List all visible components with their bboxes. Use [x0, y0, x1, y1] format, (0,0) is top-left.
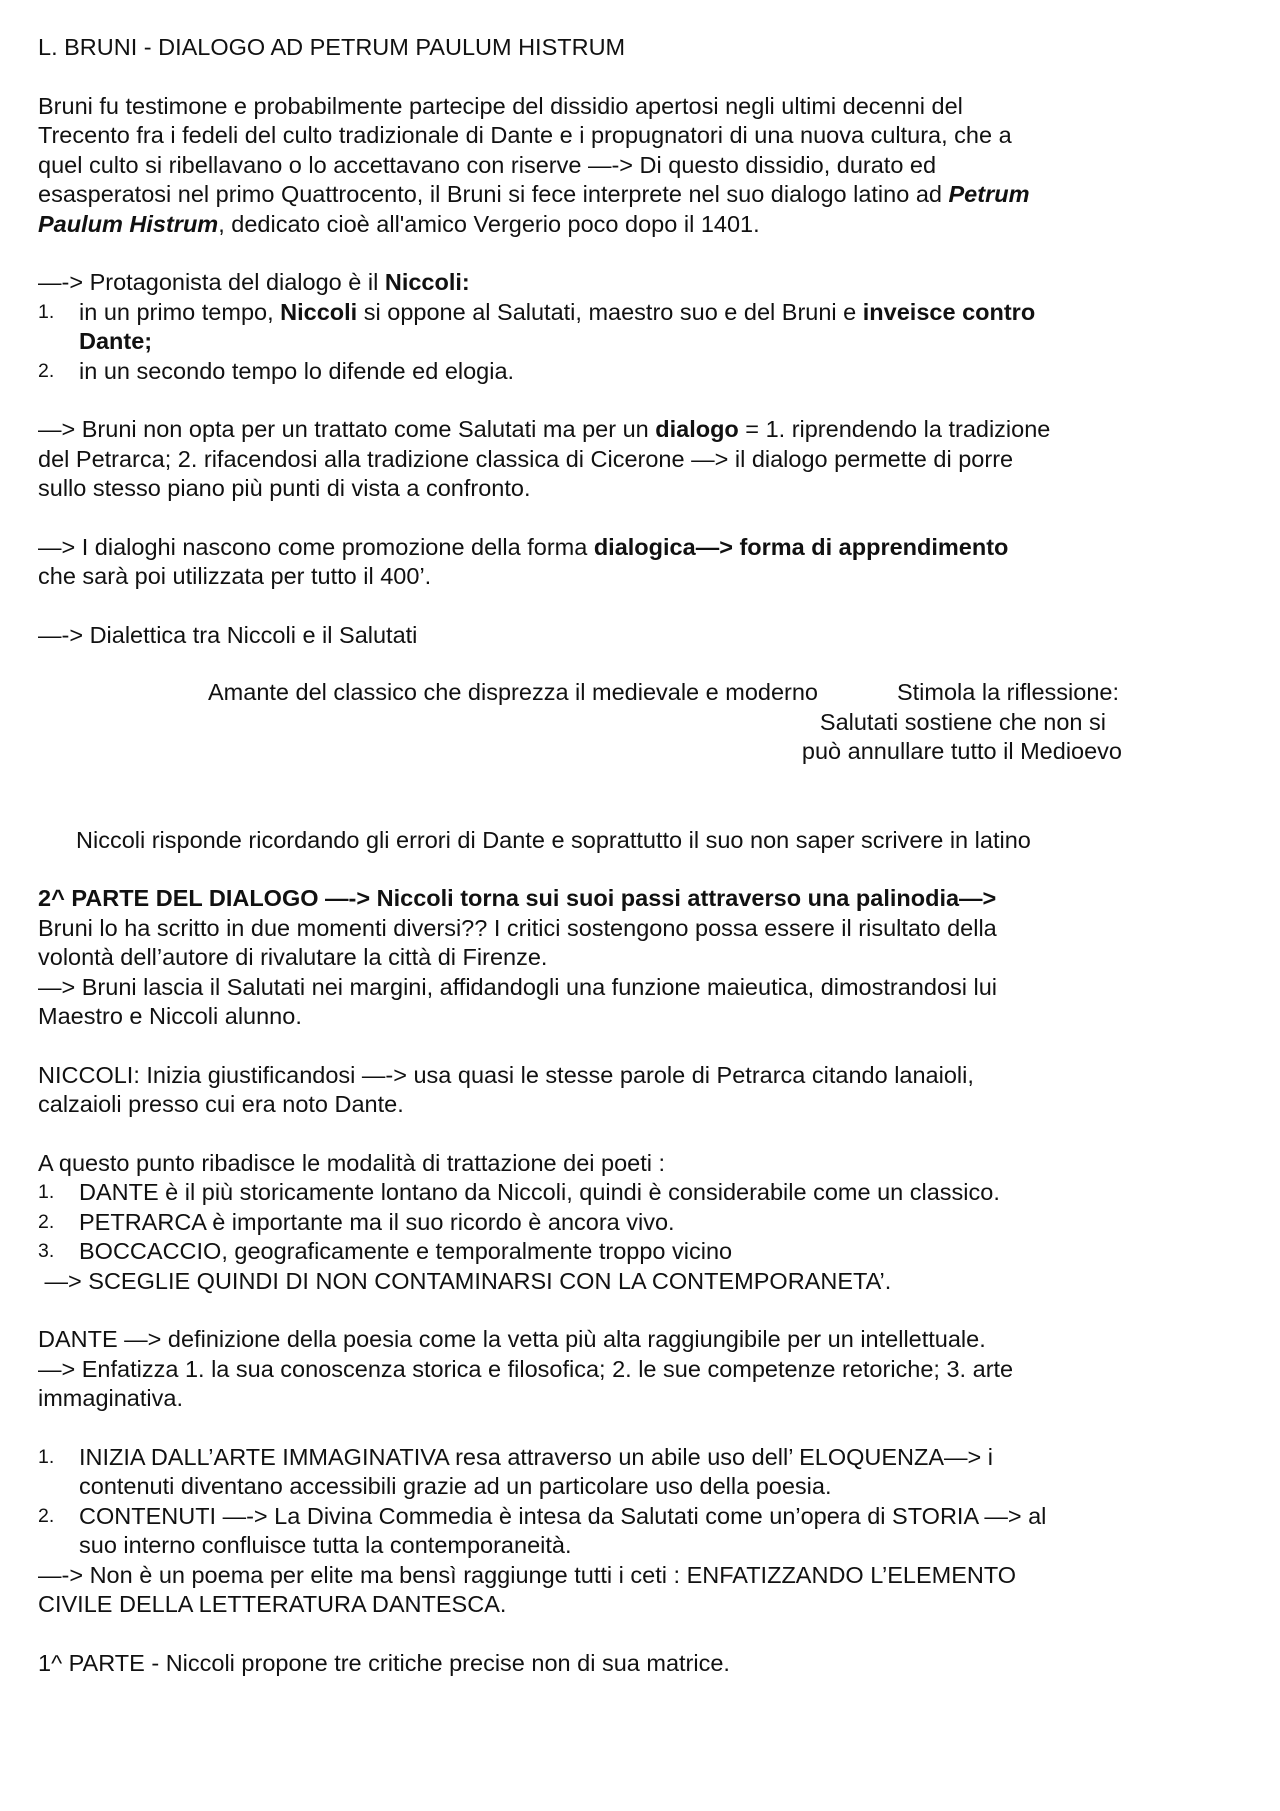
dialettica-heading: —-> Dialettica tra Niccoli e il Salutati [38, 621, 418, 648]
list-number: 2. [38, 1210, 55, 1233]
list-number: 1. [38, 1445, 55, 1468]
dante-paragraph: DANTE —> definizione della poesia come la vetta più alta raggiungibile per un intellettuale. —> Enfatizza 1. la sua conoscenza storica e filosofica; 2. le sue competenze retoriche; 3. arte immaginativa. [38, 1326, 1014, 1411]
parte2-section: 2^ PARTE DEL DIALOGO —-> Niccoli torna sui suoi passi attraverso una palinodia—> Bruni lo ha scritto in due momenti diversi?? I critici sostengono possa essere il risultato della volontà dell’autore di rivalutare la città di Firenze. —> Bruni lascia il Salutati nei margini, affidandogli una funzione maieutica, dimostrandosi lui Maestro e Niccoli alunno. [38, 884, 1280, 1032]
list-item: 1. DANTE è il più storicamente lontano da Niccoli, quindi è considerabile come un classico. [38, 1178, 1280, 1208]
intro-line: Paulum Histrum, dedicato cioè all'amico Vergerio poco dopo il 1401. [38, 210, 760, 237]
poeti-section: A questo punto ribadisce le modalità di trattazione dei poeti : 1. DANTE è il più storicamente lontano da Niccoli, quindi è considerabile come un classico. 2. PETRARCA è importante ma il suo ricordo è ancora vivo. 3. BOCCACCIO, geograficamente e temporalmente troppo vicino —> SCEGLIE QUINDI DI NON CONTAMINARSI CON LA CONTEMPORANETA’. [38, 1149, 1280, 1297]
intro-line: Bruni fu testimone e probabilmente partecipe del dissidio apertosi negli ultimi decenni del [38, 92, 963, 119]
arte-section: 1. INIZIA DALL’ARTE IMMAGINATIVA resa attraverso un abile uso dell’ ELOQUENZA—> i contenuti diventano accessibili grazie ad un particolare uso della poesia. 2. CONTENUTI —-> La Divina Commedia è intesa da Salutati come un’opera di STORIA —> al suo interno confluisce tutta la contemporaneità. —-> Non è un poema per elite ma bensì raggiunge tutti i ceti : ENFATIZZANDO L’ELEMENTO CIVILE DELLA LETTERATURA DANTESCA. [38, 1443, 1280, 1620]
list-item: 1. INIZIA DALL’ARTE IMMAGINATIVA resa attraverso un abile uso dell’ ELOQUENZA—> i contenuti diventano accessibili grazie ad un particolare uso della poesia. [38, 1443, 993, 1499]
dialettica-section [38, 621, 1280, 768]
arte-list [38, 1443, 1280, 1561]
document-title: L. BRUNI - DIALOGO AD PETRUM PAULUM HISTRUM [38, 34, 626, 60]
niccoli-position: Amante del classico che disprezza il medievale e moderno [208, 679, 819, 705]
poeti-list [38, 1178, 1280, 1267]
dialogo-paragraph: —> Bruni non opta per un trattato come Salutati ma per un dialogo = 1. riprendendo la tradizione del Petrarca; 2. rifacendosi alla tradizione classica di Cicerone —> il dialogo permette di porre sullo stesso piano più punti di vista a confronto. [38, 416, 1051, 501]
intro-line: quel culto si ribellavano o lo accettavano con riserve —-> Di questo dissidio, durato ed [38, 151, 937, 178]
list-number: 2. [38, 359, 55, 382]
list-number: 2. [38, 1504, 55, 1527]
list-number: 1. [38, 300, 55, 323]
salutati-position-line: Salutati sostiene che non si [819, 708, 1106, 735]
intro-line: esasperatosi nel primo Quattrocento, il Bruni si fece interprete nel suo dialogo latino ad Petrum [38, 181, 1030, 207]
dialoghi-paragraph: —> I dialoghi nascono come promozione della forma dialogica—> forma di apprendimento che sarà poi utilizzata per tutto il 400’. [38, 533, 1009, 589]
protagonist-name: Niccoli: [384, 269, 470, 295]
parte2-heading: 2^ PARTE DEL DIALOGO —-> Niccoli torna sui suoi passi attraverso una palinodia—> [38, 885, 997, 911]
niccoli-inizia-paragraph: NICCOLI: Inizia giustificandosi —-> usa quasi le stesse parole di Petrarca citando lanaioli, calzaioli presso cui era noto Dante. [38, 1061, 974, 1117]
work-title: Petrum [948, 181, 1030, 207]
intro-paragraph [38, 92, 1280, 240]
list-number: 3. [38, 1240, 55, 1262]
list-item: 3. BOCCACCIO, geograficamente e temporalmente troppo vicino [38, 1237, 1280, 1267]
intro-line: Trecento fra i fedeli del culto tradizionale di Dante e i propugnatori di una nuova cultura, che a [38, 122, 1012, 148]
protagonist-section: —-> Protagonista del dialogo è il Niccoli: 1. in un primo tempo, Niccoli si oppone al Salutati, maestro suo e del Bruni e inveisce contro Dante; 2. in un secondo tempo lo difende ed elogia. [38, 268, 1280, 386]
list-number: 1. [38, 1181, 55, 1203]
list-item: 2. CONTENUTI —-> La Divina Commedia è intesa da Salutati come un’opera di STORIA —> al suo interno confluisce tutta la contemporaneità. [38, 1502, 1047, 1558]
list-item: 2. PETRARCA è importante ma il suo ricordo è ancora vivo. [38, 1208, 1280, 1238]
list-item: 1. in un primo tempo, Niccoli si oppone al Salutati, maestro suo e del Bruni e inveisce contro Dante; [38, 298, 1036, 354]
salutati-position-line: può annullare tutto il Medioevo [801, 738, 1122, 764]
protagonist-list [38, 298, 1280, 387]
work-title: Paulum Histrum [38, 210, 219, 237]
niccoli-risponde: Niccoli risponde ricordando gli errori di Dante e soprattutto il suo non saper scrivere in latino [76, 826, 1031, 853]
salutati-position-line: Stimola la riflessione: [896, 679, 1119, 705]
parte1-line: 1^ PARTE - Niccoli propone tre critiche precise non di sua matrice. [38, 1649, 730, 1676]
list-item: 2. in un secondo tempo lo difende ed elogia. [38, 357, 1280, 387]
